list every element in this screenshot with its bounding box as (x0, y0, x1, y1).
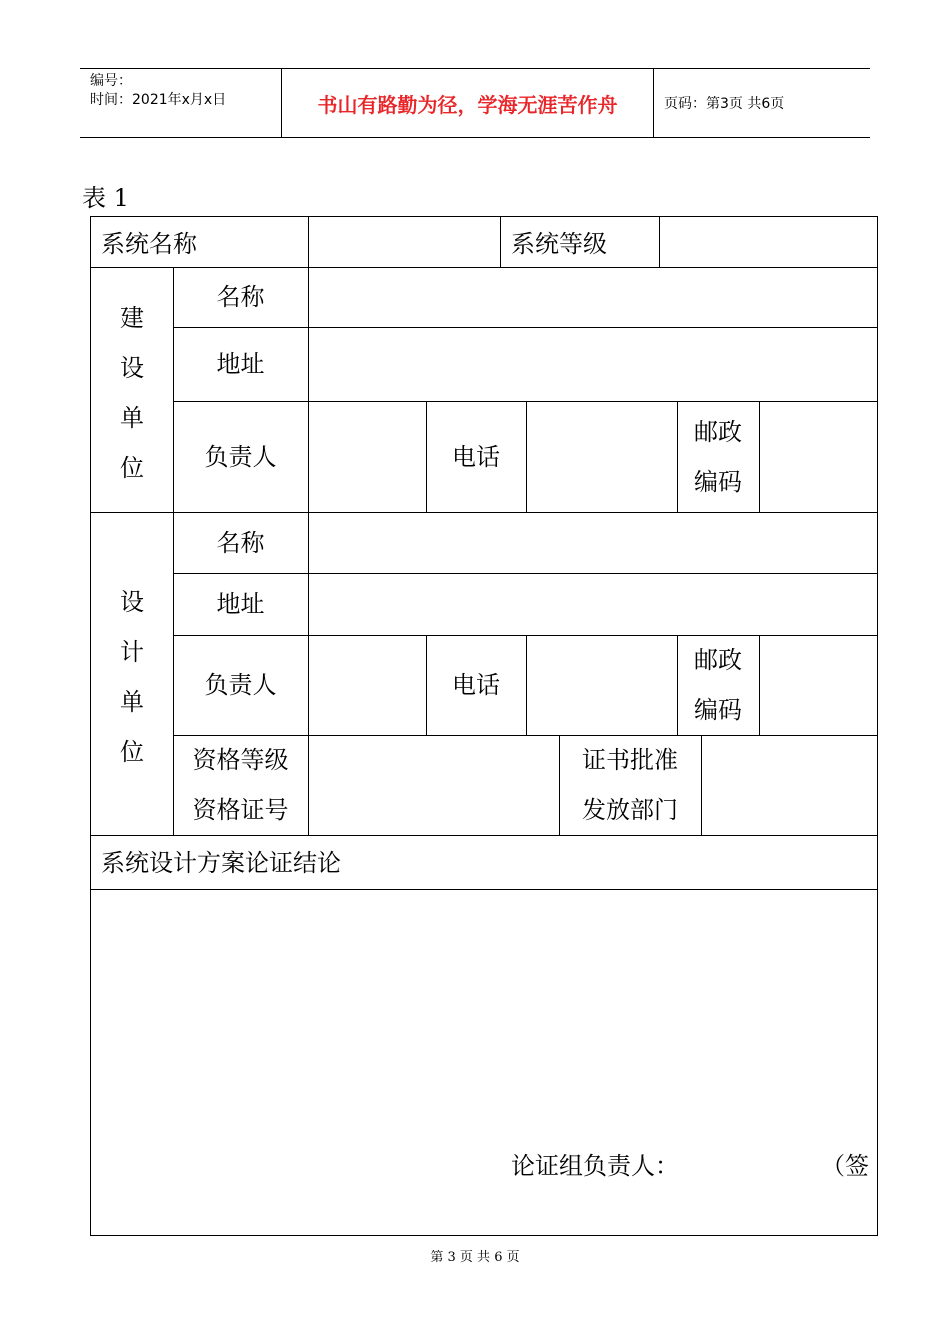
header-motto: 书山有路勤为径，学海无涯苦作舟 (282, 69, 654, 137)
col-line (308, 267, 309, 835)
build-name-label: 名称 (216, 283, 265, 311)
conclusion-label: 系统设计方案论证结论 (101, 849, 341, 877)
col-line (526, 401, 527, 512)
build-phone-label: 电话 (452, 442, 500, 471)
build-address-label: 地址 (216, 350, 265, 378)
number-label: 编号： (90, 73, 132, 89)
col-line (759, 401, 760, 512)
col-line (500, 217, 501, 267)
table-caption: 表 1 (82, 184, 129, 212)
row-line (91, 889, 877, 890)
design-address-label: 地址 (216, 590, 265, 618)
design-name-label: 名称 (216, 528, 265, 557)
system-level-label: 系统等级 (511, 230, 607, 258)
col-line (659, 217, 660, 267)
time-label: 时间：2021年x月x日 (90, 92, 227, 108)
design-phone-label: 电话 (452, 671, 500, 699)
system-name-label: 系统名称 (101, 230, 197, 258)
col-line (308, 217, 309, 267)
header-meta (80, 69, 282, 137)
page-header (80, 68, 870, 138)
build-unit-label: 建 设 单 位 (120, 304, 144, 482)
col-line (759, 635, 760, 735)
form-table (90, 216, 878, 1236)
col-line (701, 735, 702, 835)
sign-label: （签 (821, 1152, 869, 1180)
design-postcode-label: 邮政 编码 (694, 646, 742, 724)
build-person-label: 负责人 (204, 442, 277, 471)
header-page-number: 页码：第3页 共6页 (664, 96, 785, 112)
build-postcode-label: 邮政 编码 (694, 417, 742, 496)
page-footer: 第 3 页 共 6 页 (430, 1250, 520, 1265)
qualification-label: 资格等级 资格证号 (192, 746, 289, 824)
row-line (91, 835, 877, 836)
design-unit-label: 设 计 单 位 (120, 588, 144, 766)
leader-label: 论证组负责人： (511, 1152, 679, 1180)
design-person-label: 负责人 (204, 671, 277, 699)
col-line (526, 635, 527, 735)
cert-dept-label: 证书批准 发放部门 (582, 746, 678, 824)
